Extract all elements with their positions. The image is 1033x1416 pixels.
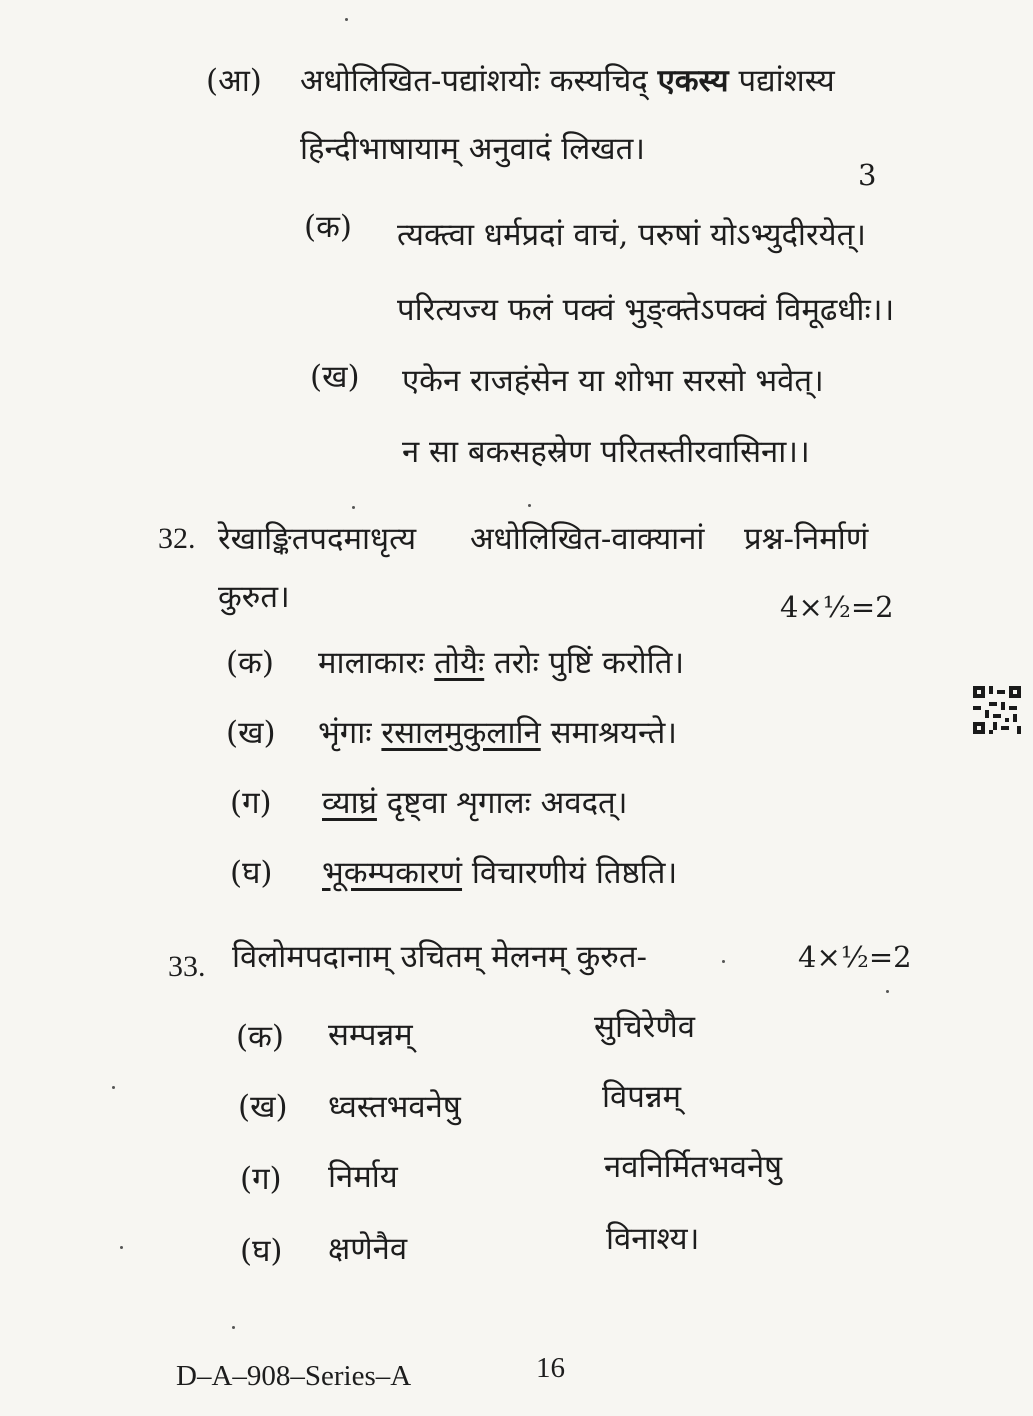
underlined-word: व्याघ्रं: [322, 785, 377, 821]
item-label: (घ): [230, 855, 273, 891]
question-marks: 4×½=2: [780, 590, 894, 624]
verse-line: न सा बकसहस्रेण परितस्तीरवासिना।।: [402, 434, 810, 470]
match-left: निर्माय: [328, 1159, 398, 1195]
match-label: (क): [236, 1019, 284, 1055]
page-number: 16: [536, 1352, 565, 1384]
question-number: 33.: [168, 950, 206, 983]
underlined-word: तोयैः: [434, 645, 485, 681]
match-label: (ख): [238, 1089, 288, 1125]
verse-label: (ख): [310, 359, 360, 395]
list-item: मालाकारः तोयैः तरोः पुष्टिं करोति।: [318, 645, 685, 681]
instruction-bold-word: एकस्य: [657, 63, 729, 99]
question-text: अधोलिखित-वाक्यानां: [470, 521, 705, 557]
verse-line: परित्यज्य फलं पक्वं भुङ्क्तेऽपक्वं विमूढधीः।।: [397, 292, 895, 328]
underlined-word: भूकम्पकारणं: [322, 855, 463, 891]
match-right: नवनिर्मितभवनेषु: [604, 1149, 783, 1185]
question-text: रेखाङ्कितपदमाधृत्य: [218, 521, 417, 557]
instruction-text-end: पद्यांशस्य: [738, 63, 835, 99]
scan-speck: [120, 1246, 123, 1249]
match-right: विनाश्य।: [606, 1221, 700, 1257]
match-left: क्षणेनैव: [328, 1231, 408, 1267]
list-item: भृंगाः रसालमुकुलानि समाश्रयन्ते।: [318, 715, 677, 751]
question-text: कुरुत।: [218, 579, 290, 615]
question-text: विलोमपदानाम् उचितम् मेलनम् कुरुत-: [232, 939, 647, 975]
verse-line: त्यक्त्वा धर्मप्रदां वाचं, परुषां योऽभ्युदीरयेत्।: [397, 217, 867, 253]
instruction-text: अधोलिखित-पद्यांशयोः कस्यचिद्: [300, 63, 648, 99]
item-label: (ग): [230, 785, 272, 821]
section-marks: 3: [858, 158, 877, 192]
list-item: भूकम्पकारणं विचारणीयं तिष्ठति।: [322, 855, 678, 891]
scan-speck: [345, 18, 348, 21]
match-right: विपन्नम्: [602, 1079, 682, 1115]
scan-speck: [722, 960, 725, 963]
footer-code: D–A–908–Series–A: [176, 1360, 412, 1392]
scan-speck: [528, 504, 531, 507]
section-instruction-line2: हिन्दीभाषायाम् अनुवादं लिखत।: [300, 131, 646, 167]
scan-speck: [886, 990, 889, 993]
item-label: (क): [226, 645, 274, 681]
section-label: (आ): [206, 63, 262, 99]
match-right: सुचिरेणैव: [594, 1009, 695, 1045]
underlined-word: रसालमुकुलानि: [381, 715, 541, 751]
section-instruction-line1: [300, 63, 835, 99]
scan-speck: [352, 506, 355, 509]
qr-code-icon: [973, 686, 1021, 734]
question-text: प्रश्न-निर्माणं: [744, 521, 869, 557]
match-label: (ग): [240, 1161, 282, 1197]
scan-speck: [112, 1086, 115, 1089]
question-number: 32.: [158, 522, 196, 555]
match-label: (घ): [240, 1233, 283, 1269]
question-marks: 4×½=2: [798, 940, 912, 974]
list-item: व्याघ्रं दृष्ट्वा शृगालः अवदत्।: [322, 785, 628, 821]
item-label: (ख): [226, 715, 276, 751]
match-left: सम्पन्नम्: [328, 1017, 413, 1053]
scan-speck: [232, 1326, 235, 1329]
verse-label: (क): [304, 209, 352, 245]
match-left: ध्वस्तभवनेषु: [328, 1089, 461, 1125]
verse-line: एकेन राजहंसेन या शोभा सरसो भवेत्।: [402, 363, 824, 399]
